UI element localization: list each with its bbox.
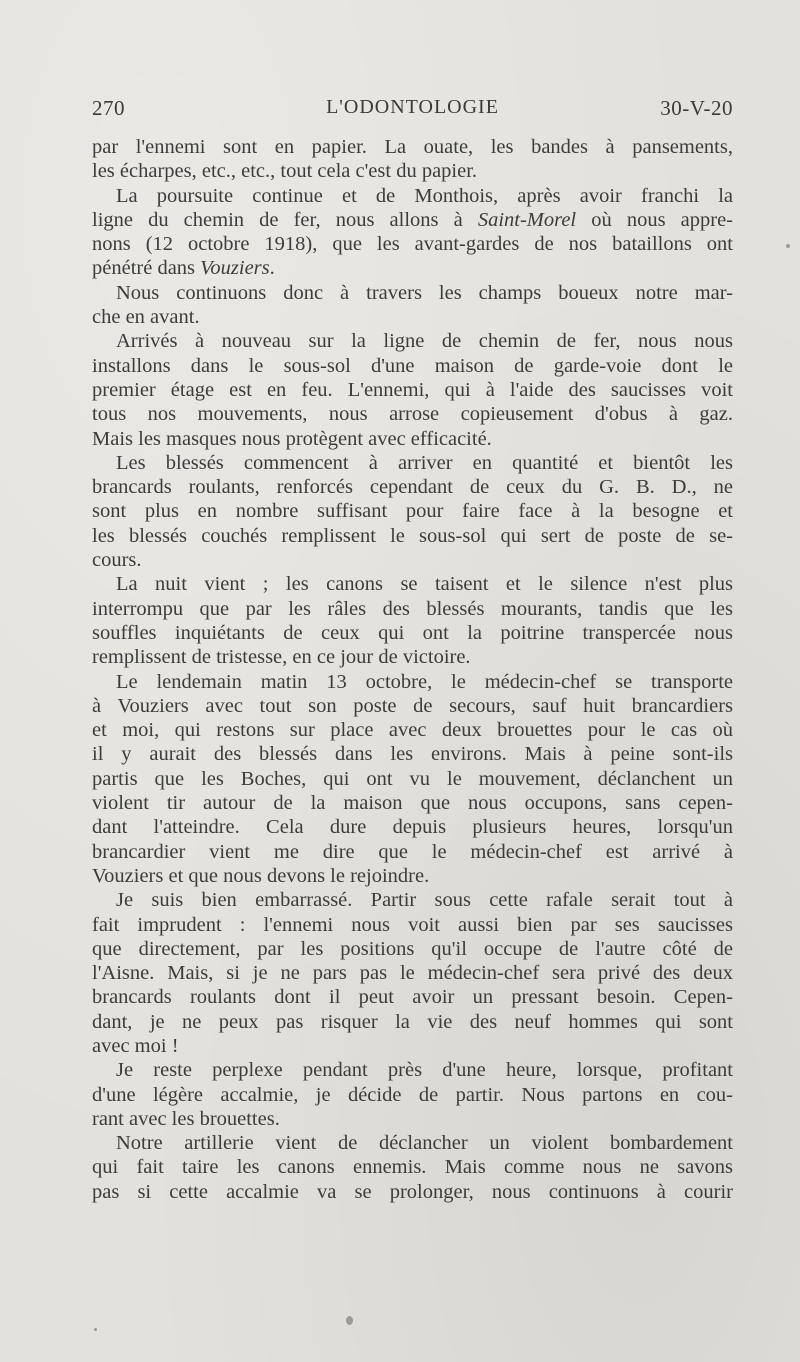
text-line <box>92 791 733 815</box>
text-line-content: interrompu que par les râles des blessés mourants, tandis que les <box>92 597 733 620</box>
text-line <box>92 548 733 572</box>
text-line <box>92 1107 733 1131</box>
text-line-content: qui fait taire les canons ennemis. Mais comme nous ne savons <box>92 1156 733 1179</box>
text-line <box>92 378 733 402</box>
text-line-content: Je suis bien embarrassé. Partir sous cette rafale serait tout à <box>116 889 733 912</box>
text-line <box>92 645 733 669</box>
text-line-content: tous nos mouvements, nous arrose copieusement d'obus à gaz. <box>92 403 733 426</box>
text-line-content: rant avec les brouettes. <box>92 1107 280 1130</box>
text-line-content: che en avant. <box>92 306 200 329</box>
text-line <box>92 232 733 256</box>
text-line-continuation: . <box>269 257 275 280</box>
text-line-content: que directement, par les positions qu'il occupe de l'autre côté de <box>92 937 733 960</box>
text-line-continuation: où nous appre- <box>576 208 733 231</box>
text-line-content: brancards roulants, renforcés cependant de ceux du G. B. D., ne <box>92 476 733 499</box>
text-line-content: par l'ennemi sont en papier. La ouate, les bandes à pansements, <box>92 136 733 158</box>
text-line <box>92 815 733 839</box>
text-line-content: Mais les masques nous protègent avec efficacité. <box>92 427 492 450</box>
text-line-content: Les blessés commencent à arriver en quantité et bientôt les <box>116 451 733 474</box>
text-line-content: les blessés couchés remplissent le sous-sol qui sert de poste de se- <box>92 524 733 547</box>
text-line-content: pas si cette accalmie va se prolonger, nous continuons à courir <box>92 1180 733 1203</box>
text-line-content: brancards roulants dont il peut avoir un pressant besoin. Cepen- <box>92 986 733 1009</box>
text-line <box>92 1180 733 1204</box>
text-line-content: La nuit vient ; les canons se taisent et le silence n'est plus <box>116 573 733 596</box>
place-name-italic: Vouziers <box>200 257 270 280</box>
text-line <box>92 281 733 305</box>
text-line-content: La poursuite continue et de Monthois, après avoir franchi la <box>116 184 733 207</box>
text-line <box>92 621 733 645</box>
text-line <box>92 913 733 937</box>
text-line-content: l'Aisne. Mais, si je ne pars pas le médecin-chef sera privé des deux <box>92 962 733 985</box>
issue-date: 30-V-20 <box>660 96 733 120</box>
text-line-content: Arrivés à nouveau sur la ligne de chemin de fer, nous nous <box>116 330 733 353</box>
text-line-content: partis que les Boches, qui ont vu le mouvement, déclanchent un <box>92 767 733 790</box>
text-line-content: il y aurait des blessés dans les environs. Mais à peine sont-ils <box>92 743 733 766</box>
text-line <box>92 985 733 1009</box>
text-line-content: premier étage est en feu. L'ennemi, qui à l'aide des saucisses voit <box>92 378 733 401</box>
text-line <box>92 864 733 888</box>
page-number: 270 <box>92 96 125 120</box>
text-line <box>92 742 733 766</box>
text-line <box>92 427 733 451</box>
text-line-content: d'une légère accalmie, je décide de partir. Nous partons en cou- <box>92 1083 733 1106</box>
text-line <box>92 451 733 475</box>
text-line <box>92 961 733 985</box>
text-line-content: Je reste perplexe pendant près d'une heure, lorsque, profitant <box>116 1059 733 1082</box>
text-line-content: nons (12 octobre 1918), que les avant-gardes de nos bataillons ont <box>92 233 733 256</box>
text-line <box>92 184 733 208</box>
paper-speck <box>786 244 790 248</box>
place-name-italic: Saint-Morel <box>477 208 577 231</box>
text-line <box>92 1155 733 1179</box>
text-line <box>92 1058 733 1082</box>
text-line <box>92 718 733 742</box>
text-line <box>92 937 733 961</box>
text-line <box>92 888 733 912</box>
text-line <box>92 767 733 791</box>
text-line-content: brancardier vient me dire que le médecin-chef est arrivé à <box>92 840 733 863</box>
text-line <box>92 1010 733 1034</box>
text-line <box>92 135 733 159</box>
text-line-content: dant l'atteindre. Cela dure depuis plusieurs heures, lorsqu'un <box>92 816 733 839</box>
text-line-content: fait imprudent : l'ennemi nous voit aussi bien par ses saucisses <box>92 913 733 936</box>
text-line <box>92 694 733 718</box>
text-line <box>92 1083 733 1107</box>
text-line <box>92 329 733 353</box>
text-line-content: avec moi ! <box>92 1034 179 1057</box>
text-line <box>92 1034 733 1058</box>
paper-speck <box>94 1328 97 1331</box>
text-line-content: Notre artillerie vient de déclancher un violent bombardement <box>116 1132 733 1155</box>
journal-title: L'ODONTOLOGIE <box>326 96 499 118</box>
text-line-content: Vouziers et que nous devons le rejoindre. <box>92 864 430 887</box>
text-line <box>92 499 733 523</box>
text-line <box>92 670 733 694</box>
text-line <box>92 572 733 596</box>
body-text <box>92 135 733 1204</box>
text-line-content: dant, je ne peux pas risquer la vie des neuf hommes qui sont <box>92 1010 733 1033</box>
text-line-content: remplissent de tristesse, en ce jour de victoire. <box>92 646 471 669</box>
text-line-content: Le lendemain matin 13 octobre, le médecin-chef se transporte <box>116 670 733 693</box>
text-line-content: sont plus en nombre suffisant pour faire face à la besogne et <box>92 500 733 523</box>
text-line <box>92 1131 733 1155</box>
text-line-content: cours. <box>92 549 142 572</box>
text-line <box>92 354 733 378</box>
text-line <box>92 159 733 183</box>
running-header <box>92 96 733 122</box>
text-line <box>92 597 733 621</box>
text-line <box>92 524 733 548</box>
text-line <box>92 840 733 864</box>
text-line <box>92 305 733 329</box>
text-line-content: ligne du chemin de fer, nous allons à <box>92 208 478 231</box>
text-line-content: souffles inquiétants de ceux qui ont la poitrine transpercée nous <box>92 621 733 644</box>
text-line <box>92 475 733 499</box>
text-line-content: à Vouziers avec tout son poste de secours, sauf huit brancardiers <box>92 694 733 717</box>
text-line-content: et moi, qui restons sur place avec deux brouettes pour le cas où <box>92 719 733 742</box>
text-line <box>92 402 733 426</box>
paper-speck <box>346 1316 353 1325</box>
text-line-content: violent tir autour de la maison que nous occupons, sans cepen- <box>92 792 733 815</box>
text-line-content: pénétré dans <box>92 257 201 280</box>
text-line-content: les écharpes, etc., etc., tout cela c'est du papier. <box>92 160 478 183</box>
text-line-content: Nous continuons donc à travers les champs boueux notre mar- <box>116 281 733 304</box>
text-line <box>92 208 733 232</box>
text-line <box>92 256 733 280</box>
text-line-content: installons dans le sous-sol d'une maison de garde-voie dont le <box>92 354 733 377</box>
